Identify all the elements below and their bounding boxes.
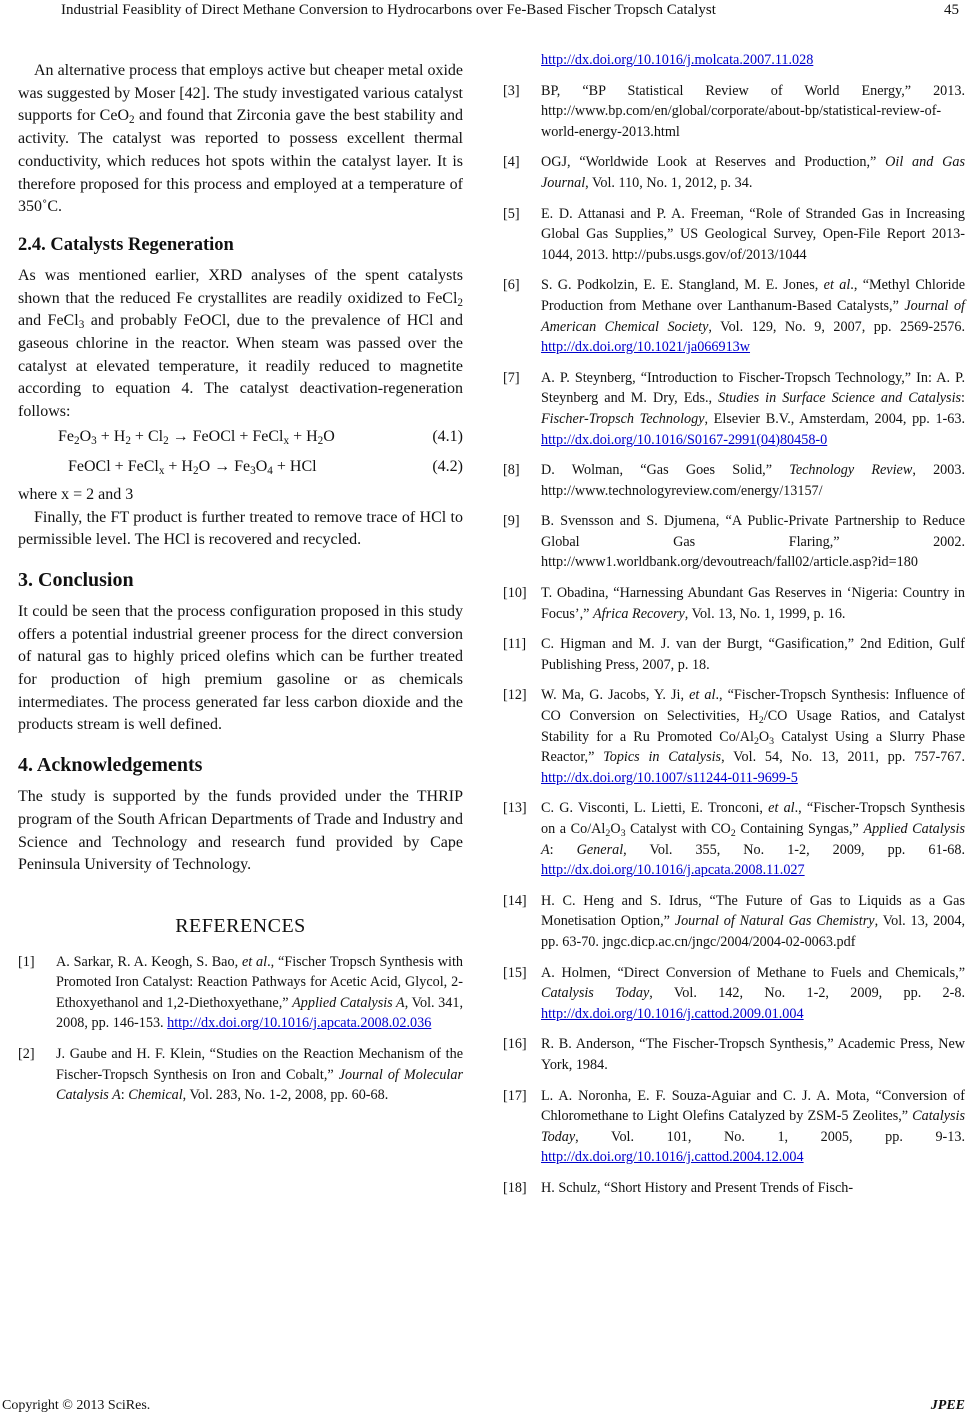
page-number: 45 [944, 2, 959, 18]
italic-text: Applied Catalysis A [292, 994, 405, 1011]
italic-text: Chemical [128, 1087, 183, 1104]
equation-formula [68, 456, 317, 479]
subscript: 2 [125, 434, 131, 447]
text: , Vol. 110, No. 1, 2012, p. 34. [585, 174, 753, 191]
paragraph [18, 265, 463, 424]
italic-text: Studies in Surface Science and Catalysis [718, 390, 962, 407]
reference-text [56, 952, 463, 1034]
text: /CO Usage Ratios, and Catalyst Stability for a Ru Promoted Co/Al [541, 708, 965, 745]
text: J. Gaube and H. F. Klein, “Studies on the Reaction Mechanism of the Fischer-Tropsch Synthesis on Iron and Cobalt,” [56, 1046, 463, 1083]
text: A. Sarkar, R. A. Keogh, S. Bao, [56, 953, 242, 970]
italic-text: Technology Review [789, 462, 913, 479]
doi-link[interactable]: http://dx.doi.org/10.1016/j.apcata.2008.11.027 [541, 862, 805, 879]
reference-number: [10] [503, 585, 527, 602]
text: O [758, 728, 770, 745]
text: , Vol. 142, No. 1-2, 2009, pp. 2-8. [649, 985, 966, 1002]
text: and FeCl [18, 312, 79, 330]
reference-item [503, 1086, 965, 1168]
reference-item [18, 1044, 463, 1106]
reference-number: [2] [18, 1046, 35, 1063]
reference-text [541, 1034, 965, 1075]
doi-link[interactable]: http://dx.doi.org/10.1016/j.cattod.2009.01.004 [541, 1005, 804, 1022]
text: → FeOCl + FeCl [168, 427, 284, 445]
reference-number: [14] [503, 892, 527, 909]
reference-item [503, 891, 965, 953]
reference-item [503, 963, 965, 1025]
text: + H [96, 427, 126, 445]
subscript: 2 [605, 828, 611, 839]
reference-number: [13] [503, 800, 527, 817]
text: T. Obadina, “Harnessing Abundant Gas Reserves in ‘Nigeria: Country in Focus’,” [541, 585, 965, 622]
reference-item [503, 798, 965, 880]
reference-text [541, 634, 965, 675]
text: + H [289, 427, 318, 445]
reference-number: [4] [503, 154, 520, 171]
reference-text [541, 583, 965, 624]
text: S. G. Podkolzin, E. E. Stangland, M. E. Jones, [541, 277, 824, 294]
text: , Vol. 13, No. 1, 1999, p. 16. [684, 605, 846, 622]
reference-number: [3] [503, 82, 520, 99]
text: O [255, 457, 268, 475]
italic-text: Oil and Gas Journal [541, 154, 965, 191]
italic-text: Topics in Catalysis [603, 749, 722, 766]
text: A. Holmen, “Direct Conversion of Methane to Fuels and Chemicals,” [541, 964, 965, 981]
text: , Vol. 355, No. 1-2, 2009, pp. 61-68. [623, 841, 966, 858]
text: E. D. Attanasi and P. A. Freeman, “Role of Stranded Gas in Increasing Global Gas Supplies,” US Geological Survey, Open-File Report 2013-1044, 2013. http://pubs.usgs.gov/of/2013/1044 [541, 205, 965, 263]
italic-text: Journal of Molecular Catalysis A [56, 1066, 463, 1104]
equation-number: (4.2) [432, 457, 463, 475]
subscript: 2 [74, 434, 80, 447]
text: : [961, 390, 965, 407]
equation-4-2 [18, 454, 463, 484]
text: , Vol. 283, No. 1-2, 2008, pp. 60-68. [182, 1087, 389, 1104]
text: B. Svensson and S. Djumena, “A Public-Private Partnership to Reduce Global Gas Flaring,” 2002. http://www1.worldbank.org/devoutreach/fall02/article.asp?id=180 [541, 513, 965, 571]
doi-link[interactable]: http://dx.doi.org/10.1016/j.molcata.2007.11.028 [541, 52, 814, 68]
equation-number: (4.1) [432, 427, 463, 445]
reference-item [503, 1178, 965, 1199]
text: and probably FeOCl, due to the prevalence of HCl and gaseous chlorine in the reactor. When steam was passed over the catalyst at elevated temperature, it readily reduced to magnetite according to equation 4. The catalyst deactivation-regeneration follows: [18, 312, 464, 421]
italic-text: et al [768, 800, 795, 817]
text: , Vol. 341, 2008, pp. 146-153. [56, 994, 463, 1032]
text: O [323, 427, 335, 445]
text: O [79, 427, 92, 445]
text: , Elsevier B.V., Amsterdam, 2004, pp. 1-63. [704, 410, 965, 427]
italic-text: et al [241, 953, 268, 970]
italic-text: General [576, 841, 624, 858]
text: Catalyst with CO [625, 821, 731, 837]
subscript: 3 [620, 828, 626, 839]
subscript: 2 [163, 434, 169, 447]
text: : [549, 841, 577, 858]
page-header [0, 2, 969, 22]
italic-text: et al [689, 687, 716, 704]
subscript: 3 [769, 735, 775, 747]
text: L. A. Noronha, E. F. Souza-Aguiar and C. J. A. Mota, “Conversion of Chloromethane to Light Olefins Catalyzed by ZSM-5 Zeolites,” [541, 1087, 965, 1125]
subscript: 2 [129, 114, 135, 127]
reference-number: [16] [503, 1036, 527, 1053]
subscript: 3 [78, 319, 85, 332]
reference-text [541, 204, 965, 266]
text: R. B. Anderson, “The Fischer-Tropsch Synthesis,” Academic Press, New York, 1984. [541, 1036, 965, 1073]
reference-item [503, 634, 965, 675]
text: + H [164, 457, 193, 475]
text: + Cl [130, 427, 164, 445]
reference-item [503, 685, 965, 788]
reference-item [503, 275, 965, 357]
journal-abbrev: JPEE [930, 1398, 965, 1413]
reference-continuation [503, 50, 965, 71]
italic-text: Catalysis Today [541, 985, 650, 1002]
text: , Vol. 129, No. 9, 2007, pp. 2569-2576. [708, 318, 965, 335]
text: , Vol. 13, 2004, pp. 63-70. jngc.dicp.ac.cn/jngc/2004/2004-02-0063.pdf [541, 913, 965, 950]
paragraph: Finally, the FT product is further treated to remove trace of HCl to permissible level. The HCl is recovered and recycled. [18, 508, 463, 549]
subscript: 4 [267, 464, 273, 477]
reference-text [541, 368, 965, 450]
text: O → Fe [198, 457, 251, 475]
references-heading: REFERENCES [175, 914, 306, 937]
doi-link[interactable]: http://dx.doi.org/10.1016/j.cattod.2004.12.004 [541, 1149, 804, 1166]
reference-number: [7] [503, 369, 520, 386]
reference-number: [15] [503, 964, 527, 981]
text: An alternative process that employs active but cheaper metal oxide was suggested by Moser [42]. The study investigated various catalyst supports for CeO [18, 62, 463, 125]
reference-item [503, 152, 965, 193]
subscript: x [158, 464, 165, 477]
doi-link[interactable]: http://dx.doi.org/10.1016/S0167-2991(04)80458-0 [541, 431, 828, 448]
doi-link[interactable]: http://dx.doi.org/10.1021/ja066913w [541, 339, 751, 356]
text: A. P. Steynberg, “Introduction to Fischer-Tropsch Technology,” In: A. P. Steynberg and M. Dry, Eds., [541, 369, 965, 407]
text: Catalyst Using a Slurry Phase Reactor,” [541, 728, 966, 766]
reference-text [541, 798, 965, 880]
reference-number: [6] [503, 277, 520, 294]
paragraph: It could be seen that the process configuration proposed in this study offers a potential industrial greener process for the direct conversion of natural gas to highly priced olefins which can be further treated for production of high premium gasoline or as chemicals intermediates. The process generated far less carbon dioxide and the products stream is well defined. [18, 602, 463, 734]
reference-list [18, 952, 463, 1106]
paragraph [18, 60, 463, 219]
text: H. Schulz, “Short History and Present Trends of Fisch- [541, 1179, 854, 1196]
equation-formula [58, 426, 335, 449]
reference-text [541, 460, 965, 501]
doi-link[interactable]: http://dx.doi.org/10.1007/s11244-011-9699-5 [541, 769, 798, 786]
text: ., “Fischer Tropsch Synthesis with Promoted Iron Catalyst: Reaction Pathways for Acetic Acid, Glycol, 2-Ethoxyethanol and 1,2-Diethoxyethane,” [56, 953, 463, 1011]
reference-text [541, 891, 965, 953]
reference-item [503, 368, 965, 450]
text: BP, “BP Statistical Review of World Energy,” 2013. http://www.bp.com/en/global/corporate/about-bp/statistical-review-of-world-energy-2013.html [541, 82, 965, 140]
reference-item [503, 204, 965, 266]
right-column [503, 50, 965, 1209]
equation-4-1 [18, 424, 463, 454]
text: , 2003. http://www.technologyreview.com/energy/13157/ [541, 462, 966, 499]
reference-item [503, 1034, 965, 1075]
reference-text [541, 685, 965, 788]
text: C. G. Visconti, L. Lietti, E. Tronconi, [541, 800, 769, 817]
subscript: 2 [457, 296, 463, 309]
section-heading-conclusion: 3. Conclusion [18, 568, 134, 591]
reference-text [541, 81, 965, 143]
subscript: 2 [730, 828, 736, 839]
reference-text [541, 152, 965, 193]
text: ., “Fischer-Tropsch Synthesis: Influence of CO Conversion on Selectivities, H [541, 687, 965, 725]
paragraph: The study is supported by the funds provided under the THRIP program of the South African Departments of Trade and Industry and Science and Technology and research fund provided by Cape Peninsula University of Technology. [18, 788, 463, 874]
text: W. Ma, G. Jacobs, Y. Ji, [541, 687, 690, 704]
running-title: Industrial Feasiblity of Direct Methane Conversion to Hydrocarbons over Fe-Based Fischer Tropsch Catalyst [61, 2, 716, 18]
text: As was mentioned earlier, XRD analyses of the spent catalysts shown that the reduced Fe crystallites are readily oxidized to FeCl [18, 266, 463, 307]
text: H. C. Heng and S. Idrus, “The Future of Gas to Liquids as a Gas Monetisation Option,” [541, 892, 965, 930]
text: FeOCl + FeCl [68, 457, 159, 475]
text: D. Wolman, “Gas Goes Solid,” [541, 462, 790, 479]
reference-number: [17] [503, 1087, 527, 1104]
reference-number: [11] [503, 636, 527, 653]
reference-number: [18] [503, 1179, 527, 1196]
text: ., “Fischer-Tropsch Synthesis on a Co/Al [541, 800, 965, 837]
section-heading-acknowledgements: 4. Acknowledgements [18, 754, 203, 777]
reference-text [541, 1086, 965, 1168]
reference-number: [8] [503, 462, 520, 479]
subscript: 3 [91, 434, 97, 447]
section-heading-regeneration: 2.4. Catalysts Regeneration [18, 234, 234, 255]
subscript: 2 [192, 464, 199, 477]
reference-number: [1] [18, 953, 35, 970]
text: : [120, 1087, 129, 1104]
reference-item [503, 583, 965, 624]
subscript: 2 [758, 715, 764, 727]
reference-item [503, 460, 965, 501]
reference-item [503, 511, 965, 573]
subscript: 2 [317, 434, 324, 447]
subscript: x [283, 434, 290, 447]
text: , Vol. 101, No. 1, 2005, pp. 9-13. [575, 1128, 965, 1145]
reference-text [56, 1044, 463, 1106]
text: , Vol. 54, No. 13, 2011, pp. 757-767. [721, 749, 966, 766]
italic-text: Journal of American Chemical Society [541, 297, 965, 335]
italic-text: Journal of Natural Gas Chemistry [674, 913, 875, 930]
text: Fe [58, 427, 74, 445]
reference-text [541, 963, 965, 1025]
reference-list [503, 81, 965, 1199]
italic-text: Fischer-Tropsch Technology [541, 410, 705, 427]
text: C. Higman and M. J. van der Burgt, “Gasification,” 2nd Edition, Gulf Publishing Press, 2007, p. 18. [541, 636, 965, 673]
reference-text [541, 511, 965, 573]
text: ., “Methyl Chloride Production from Methane over Lanthanum-Based Catalysts,” [541, 277, 965, 314]
copyright: Copyright © 2013 SciRes. [2, 1398, 151, 1413]
italic-text: et al [823, 277, 851, 294]
reference-number: [9] [503, 513, 520, 530]
italic-text: Applied Catalysis A [541, 821, 965, 858]
reference-item [18, 952, 463, 1034]
doi-link[interactable]: http://dx.doi.org/10.1016/j.apcata.2008.02.036 [167, 1015, 432, 1032]
reference-number: [12] [503, 687, 527, 704]
reference-number: [5] [503, 205, 520, 222]
text: Containing Syngas,” [735, 821, 864, 837]
subscript: 3 [250, 464, 256, 477]
text: OGJ, “Worldwide Look at Reserves and Production,” [541, 154, 886, 171]
paragraph: where x = 2 and 3 [18, 485, 134, 503]
text: and found that Zirconia gave the best stability and activity. The catalyst was reported to possess excellent thermal conductivity, which reduces hot spots within the catalyst layer. It is therefore proposed for this process and employed at a temperature of 350˚C. [18, 107, 463, 216]
subscript: 2 [753, 735, 759, 747]
reference-item [503, 81, 965, 143]
text: O [610, 821, 621, 837]
reference-text [541, 275, 965, 357]
text: + HCl [272, 457, 317, 475]
italic-text: Catalysis Today [541, 1108, 965, 1145]
italic-text: Africa Recovery [593, 605, 685, 622]
left-column [18, 60, 463, 1116]
reference-text [541, 1178, 965, 1199]
